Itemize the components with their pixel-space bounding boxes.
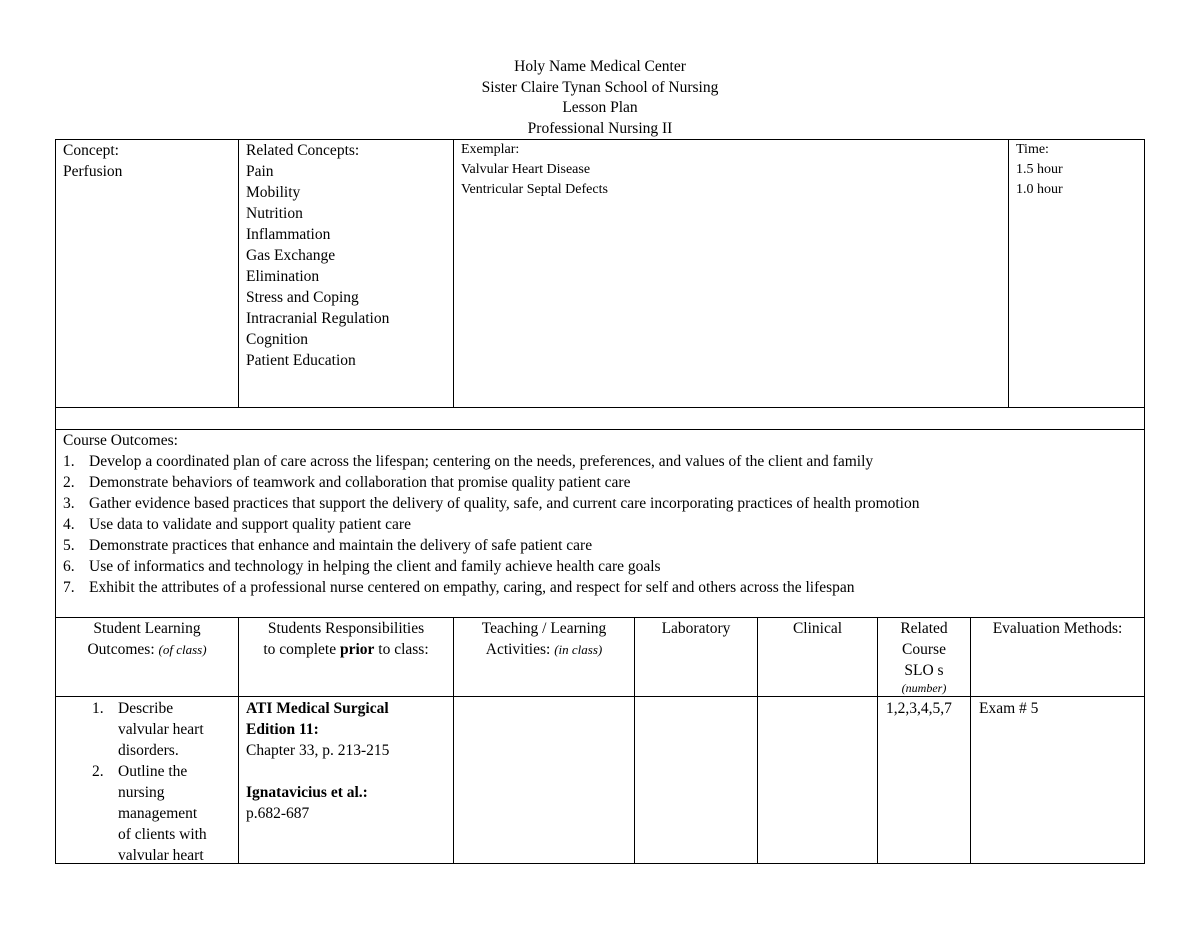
outcome-number: 2. <box>63 474 75 491</box>
table-border-right <box>1144 139 1145 863</box>
textbook-reference: Chapter 33, p. 213-215 <box>246 742 390 759</box>
textbook-edition: Edition 11: <box>246 721 319 738</box>
related-concept-item: Pain <box>246 163 274 180</box>
outcome-text: Describe <box>118 700 174 717</box>
time-cell <box>1016 140 1063 200</box>
row-student-learning-outcomes <box>92 698 207 866</box>
column-divider <box>1008 139 1009 407</box>
row-evaluation-methods <box>979 698 1038 719</box>
related-concept-item: Cognition <box>246 331 309 348</box>
header-text: Laboratory <box>661 620 731 637</box>
exemplar-item: Ventricular Septal Defects <box>461 182 608 197</box>
outcome-number: 3. <box>63 495 75 512</box>
course-outcome-item <box>63 556 920 577</box>
header-emphasis: prior <box>339 641 375 658</box>
textbook-reference: p.682-687 <box>246 805 310 822</box>
textbook-title: Ignatavicius et al.: <box>246 784 368 801</box>
header-note: (of class) <box>158 642 207 657</box>
header-text: Student Learning <box>93 620 201 637</box>
header-text: Students Responsibilities <box>267 620 425 637</box>
outcome-text: Gather evidence based practices that support the delivery of quality, safe, and current care incorporating practices of health promotion <box>89 495 920 512</box>
course-outcome-item <box>63 577 920 598</box>
related-concepts-label: Related Concepts: <box>246 142 360 159</box>
related-concept-item: Inflammation <box>246 226 331 243</box>
outcome-text: Demonstrate behaviors of teamwork and collaboration that promise quality patient care <box>89 474 631 491</box>
related-concept-item: Patient Education <box>246 352 356 369</box>
exemplar-cell <box>461 140 608 200</box>
header-text: Clinical <box>792 620 843 637</box>
column-divider <box>453 139 454 407</box>
outcome-number: 6. <box>63 558 75 575</box>
outcome-text: Outline the <box>118 763 188 780</box>
time-item: 1.5 hour <box>1016 162 1063 177</box>
concept-label: Concept: <box>63 142 119 159</box>
exemplar-label: Exemplar: <box>461 142 520 157</box>
school-name: Sister Claire Tynan School of Nursing <box>481 78 719 96</box>
header-text: Outcomes: <box>87 641 155 658</box>
header-text: SLO s <box>904 662 944 679</box>
outcome-text: Use data to validate and support quality patient care <box>89 516 411 533</box>
outcome-text: nursing <box>118 784 165 801</box>
header-laboratory <box>635 618 757 639</box>
course-outcome-item <box>63 472 920 493</box>
outcome-text: valvular heart <box>118 847 204 864</box>
header-related-course-slos <box>878 618 970 695</box>
outcome-text: disorders. <box>118 742 179 759</box>
outcome-text: Demonstrate practices that enhance and maintain the delivery of safe patient care <box>89 537 593 554</box>
outcome-text: Use of informatics and technology in helping the client and family achieve health care goals <box>89 558 661 575</box>
related-concept-item: Gas Exchange <box>246 247 336 264</box>
time-item: 1.0 hour <box>1016 182 1063 197</box>
header-text: to class: <box>374 641 429 658</box>
concept-cell <box>63 140 122 182</box>
header-text: Evaluation Methods: <box>992 620 1123 637</box>
course-outcomes-label: Course Outcomes: <box>63 432 178 449</box>
header-evaluation-methods <box>971 618 1144 639</box>
related-concept-item: Nutrition <box>246 205 303 222</box>
outcome-number: 1. <box>92 700 104 717</box>
header-student-learning-outcomes <box>56 618 238 660</box>
row-related-slos <box>886 698 952 719</box>
column-divider <box>238 139 239 407</box>
header-note: (in class) <box>554 642 603 657</box>
outcome-text: valvular heart <box>118 721 204 738</box>
course-outcome-item <box>63 514 920 535</box>
outcome-number: 1. <box>63 453 75 470</box>
related-slo-numbers: 1,2,3,4,5,7 <box>886 700 952 717</box>
document-header <box>0 57 1200 139</box>
textbook-title: ATI Medical Surgical <box>246 700 389 717</box>
header-text: Course <box>902 641 946 658</box>
document-type: Lesson Plan <box>562 99 638 116</box>
learning-outcome-item <box>92 698 207 761</box>
table-border-bottom <box>55 863 1145 864</box>
table-divider <box>55 696 1145 697</box>
header-text: Related <box>900 620 948 637</box>
related-concept-item: Intracranial Regulation <box>246 310 390 327</box>
outcome-number: 7. <box>63 579 75 596</box>
course-outcome-item <box>63 451 920 472</box>
header-text: Activities: <box>485 641 551 658</box>
outcome-number: 2. <box>92 763 104 780</box>
outcome-number: 4. <box>63 516 75 533</box>
header-text <box>239 639 453 660</box>
outcome-number: 5. <box>63 537 75 554</box>
related-concept-item: Mobility <box>246 184 301 201</box>
outcome-text: Develop a coordinated plan of care across the lifespan; centering on the needs, preferences, and values of the client and family <box>89 453 874 470</box>
evaluation-method: Exam # 5 <box>979 700 1039 717</box>
related-concept-item: Stress and Coping <box>246 289 359 306</box>
course-outcome-item <box>63 493 920 514</box>
header-text <box>454 639 634 660</box>
table-divider <box>55 407 1145 408</box>
exemplar-item: Valvular Heart Disease <box>461 162 591 177</box>
outcome-text: management <box>118 805 198 822</box>
header-student-responsibilities <box>239 618 453 660</box>
header-text: Teaching / Learning <box>481 620 607 637</box>
column-divider <box>634 617 635 863</box>
header-text: to complete <box>263 641 340 658</box>
column-divider <box>757 617 758 863</box>
header-note: (number) <box>901 681 947 695</box>
related-concepts-cell <box>246 140 389 371</box>
table-border-left <box>55 139 56 863</box>
time-label: Time: <box>1016 142 1049 157</box>
header-clinical <box>758 618 877 639</box>
header-teaching-activities <box>454 618 634 660</box>
course-outcome-item <box>63 535 920 556</box>
column-divider <box>970 617 971 863</box>
concept-value: Perfusion <box>63 163 123 180</box>
row-student-responsibilities <box>246 698 389 824</box>
learning-outcome-item <box>92 761 207 866</box>
course-outcomes-cell <box>63 430 920 598</box>
related-concept-item: Elimination <box>246 268 320 285</box>
institution-name: Holy Name Medical Center <box>514 58 686 75</box>
outcome-text: Exhibit the attributes of a professional nurse centered on empathy, caring, and respect for self and others across the lifespan <box>89 579 855 596</box>
course-name: Professional Nursing II <box>527 119 673 137</box>
spacer <box>246 761 389 782</box>
header-text <box>56 639 238 660</box>
outcome-text: of clients with <box>118 826 207 843</box>
